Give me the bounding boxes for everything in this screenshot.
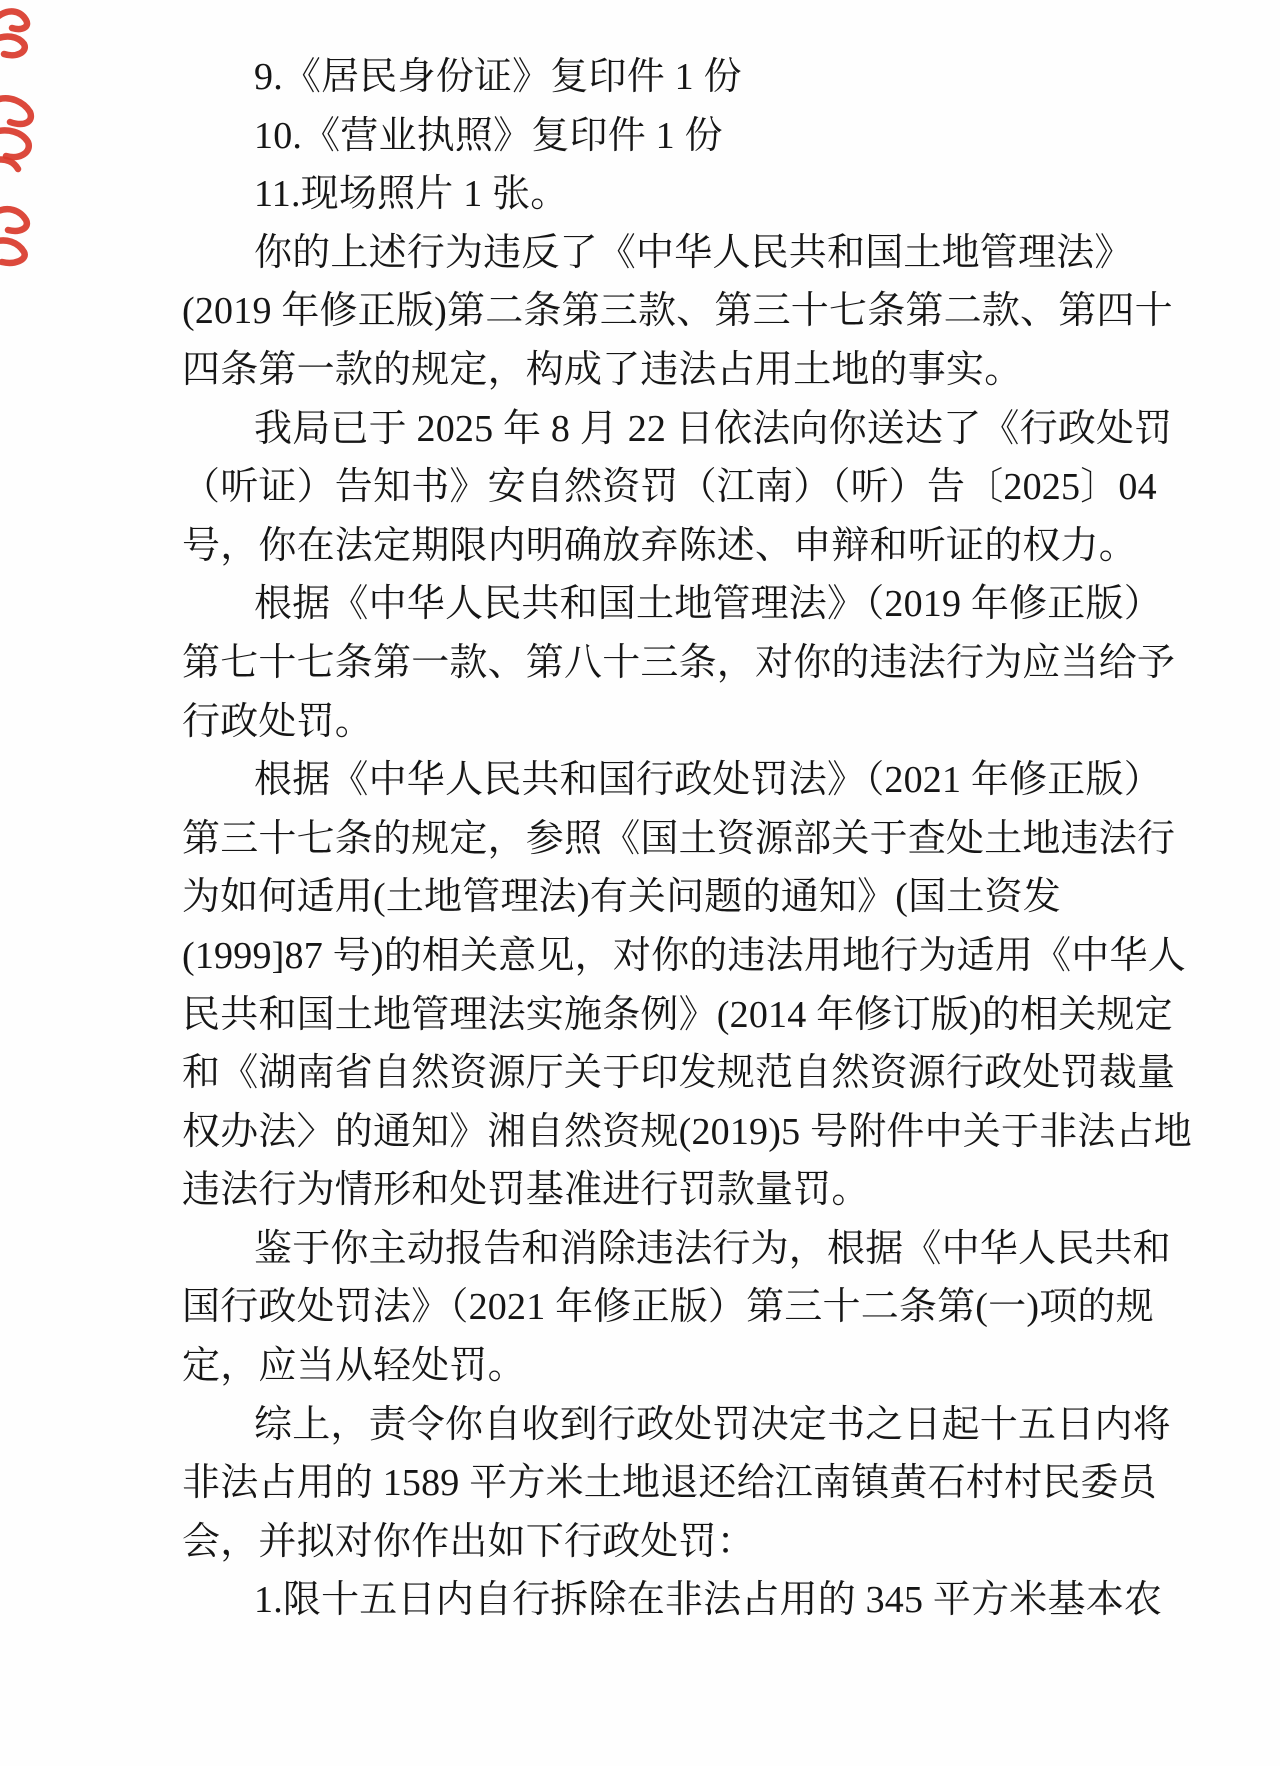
text-line: 根据《中华人民共和国土地管理法》（2019 年修正版） <box>254 583 1162 626</box>
text-line: 违法行为情形和处罚基准进行罚款量罚。 <box>182 1169 870 1212</box>
text-line: 四条第一款的规定，构成了违法占用土地的事实。 <box>182 348 1023 391</box>
text-line: 10.《营业执照》复印件 1 份 <box>254 114 723 157</box>
text-line: 和《湖南省自然资源厅关于印发规范自然资源行政处罚裁量 <box>182 1052 1176 1095</box>
text-line: 第七十七条第一款、第八十三条，对你的违法行为应当给予 <box>182 641 1176 684</box>
text-line: 民共和国土地管理法实施条例》(2014 年修订版)的相关规定 <box>182 993 1173 1036</box>
text-line: 为如何适用(土地管理法)有关问题的通知》(国土资发 <box>182 876 1061 919</box>
text-line: 9.《居民身份证》复印件 1 份 <box>254 56 742 98</box>
red-pen-marks-icon <box>0 0 44 280</box>
text-line: 1.限十五日内自行拆除在非法占用的 345 平方米基本农 <box>254 1579 1163 1622</box>
text-line: 你的上述行为违反了《中华人民共和国土地管理法》 <box>254 231 1133 274</box>
text-line: 11.现场照片 1 张。 <box>254 173 569 216</box>
text-line: 我局已于 2025 年 8 月 22 日依法向你送达了《行政处罚 <box>254 407 1173 450</box>
text-line: 综上，责令你自收到行政处罚决定书之日起十五日内将 <box>254 1403 1171 1446</box>
text-line: 号，你在法定期限内明确放弃陈述、申辩和听证的权力。 <box>182 524 1138 567</box>
text-line: 鉴于你主动报告和消除违法行为，根据《中华人民共和 <box>254 1227 1171 1270</box>
document-lines <box>182 48 1193 1630</box>
text-line: 国行政处罚法》（2021 年修正版）第三十二条第(一)项的规 <box>182 1286 1154 1329</box>
text-line: 非法占用的 1589 平方米土地退还给江南镇黄石村村民委员 <box>182 1462 1157 1505</box>
text-line: 会，并拟对你作出如下行政处罚： <box>182 1520 756 1563</box>
text-line: （听证）告知书》安自然资罚（江南）（听）告〔2025〕04 <box>182 466 1157 509</box>
text-line: (1999]87 号)的相关意见，对你的违法用地行为适用《中华人 <box>182 934 1186 977</box>
text-line: 第三十七条的规定，参照《国土资源部关于查处土地违法行 <box>182 817 1176 860</box>
text-line: 根据《中华人民共和国行政处罚法》（2021 年修正版） <box>254 759 1162 802</box>
text-line: (2019 年修正版)第二条第三款、第三十七条第二款、第四十 <box>182 290 1173 333</box>
text-line: 定，应当从轻处罚。 <box>182 1345 526 1388</box>
text-line: 权办法〉的通知》湘自然资规(2019)5 号附件中关于非法占地 <box>182 1110 1193 1153</box>
text-line: 行政处罚。 <box>182 700 374 743</box>
